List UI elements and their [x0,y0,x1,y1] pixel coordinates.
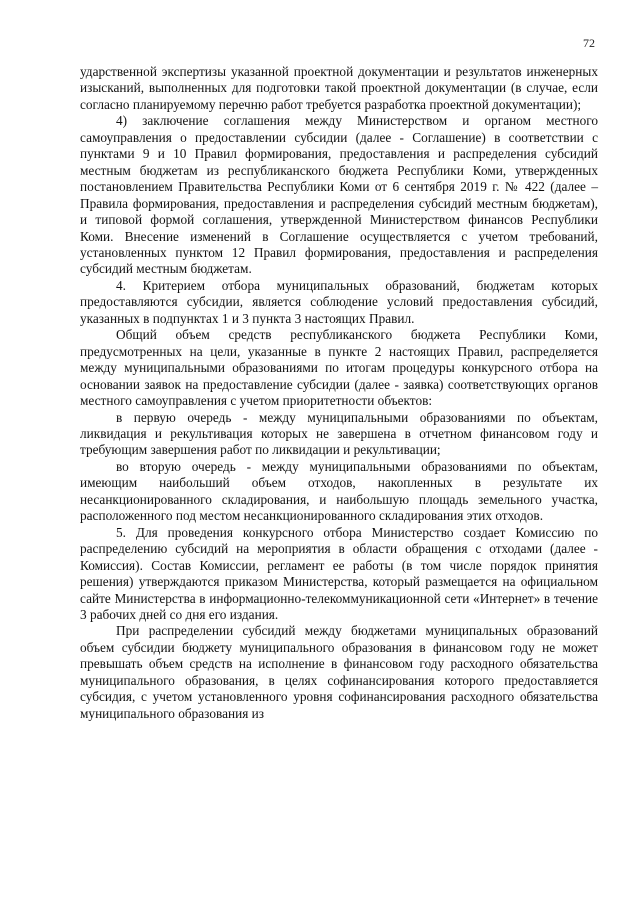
paragraph-1: ударственной экспертизы указанной проектной документации и результатов инженерных изысканий, выполненных для подготовки такой проектной документации (в случае, если согласно планируемому перечню работ требуется разработка проектной документации); [80,64,598,112]
paragraph-6: во вторую очередь - между муниципальными образованиями по объектам, имеющим наибольший объем отходов, накопленных в результате их несанкционированного складирования, и наибольшую площадь земельного участка, расположенного под местом несанкционированного складирования этих отходов. [80,458,598,524]
document-body [80,64,598,722]
paragraph-2: 4) заключение соглашения между Министерством и органом местного самоуправления о предоставлении субсидии (далее - Соглашение) в соответствии с пунктами 9 и 10 Правил формирования, предоставления и распределения субсидий местным бюджетам из республиканского бюджета Республики Коми, утвержденных постановлением Правительства Республики Коми от 6 сентября 2019 г. № 422 (далее – Правила формирования, предоставления и распределения субсидий местным бюджетам), и типовой формой соглашения, утвержденной Министерством финансов Республики Коми. Внесение изменений в Соглашение осуществляется с учетом требований, установленных пунктом 12 Правил формирования, предоставления и распределения субсидий местным бюджетам. [80,113,598,277]
paragraph-3: 4. Критерием отбора муниципальных образований, бюджетам которых предоставляются субсидии, является соблюдение условий предоставления субсидий, указанных в подпунктах 1 и 3 пункта 3 настоящих Правил. [80,277,598,326]
paragraph-8: При распределении субсидий между бюджетами муниципальных образований объем субсидии бюджету муниципального образования в финансовом году не может превышать объем средств на исполнение в финансовом году расходного обязательства муниципального образования, в целях софинансирования которого предоставляется субсидия, с учетом установленного уровня софинансирования расходного обязательства муниципального образования из [80,623,598,721]
page-number: 72 [583,36,595,50]
paragraph-4: Общий объем средств республиканского бюджета Республики Коми, предусмотренных на цели, указанные в пункте 2 настоящих Правил, распределяется между муниципальными образованиями по итогам процедуры конкурсного отбора на основании заявок на предоставление субсидии (далее - заявка) соответствующих органов местного самоуправления с учетом приоритетности объектов: [80,327,598,409]
paragraph-7: 5. Для проведения конкурсного отбора Министерство создает Комиссию по распределению субсидий на мероприятия в области обращения с отходами (далее - Комиссия). Состав Комиссии, регламент ее работы (в том числе порядок принятия решения) утверждаются приказом Министерства, который размещается на официальном сайте Министерства в информационно-телекоммуникационной сети «Интернет» в течение 3 рабочих дней со дня его издания. [80,524,598,622]
paragraph-5: в первую очередь - между муниципальными образованиями по объектам, ликвидация и рекультивация которых не завершена в отчетном финансовом году и требующим завершения работ по ликвидации и рекультивации; [80,409,598,458]
